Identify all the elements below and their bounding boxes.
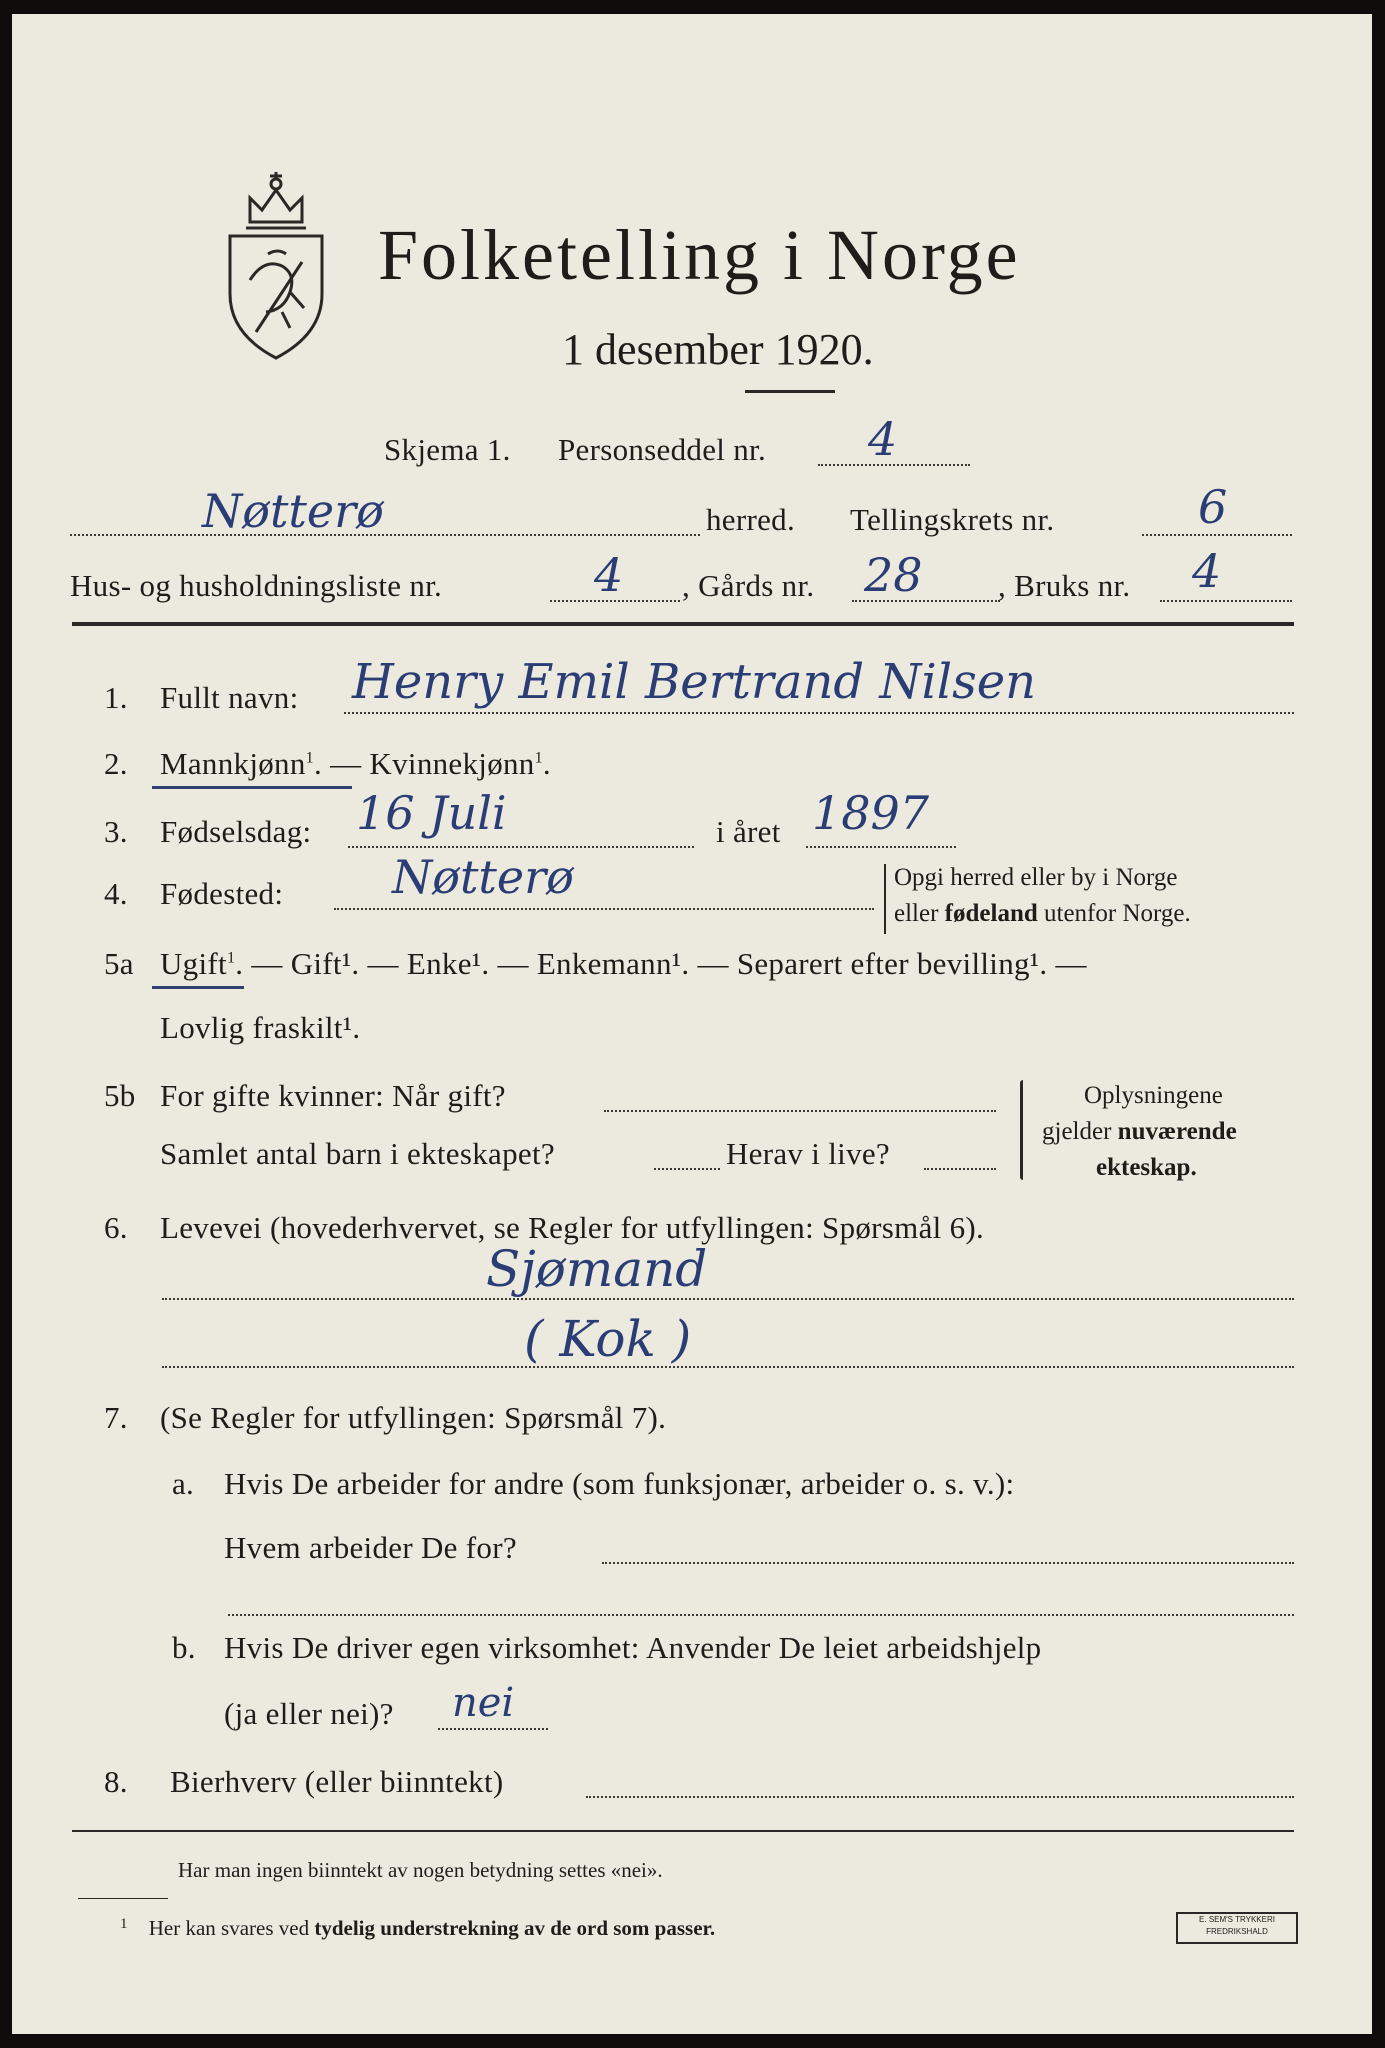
q2-male-footnote: 1 bbox=[305, 749, 314, 767]
bruks-value: 4 bbox=[1192, 544, 1222, 598]
q7a-line-1: Hvis De arbeider for andre (som funksjonær, arbeider o. s. v.): bbox=[224, 1466, 1015, 1501]
q7a-letter: a. bbox=[172, 1466, 195, 1501]
footnote-number: 1 bbox=[120, 1916, 128, 1932]
q4-note-1: Opgi herred eller by i Norge bbox=[894, 864, 1178, 891]
q8-number: 8. bbox=[104, 1764, 128, 1799]
q6-line-2 bbox=[162, 1366, 1294, 1368]
census-date: 1 desember 1920. bbox=[562, 325, 874, 374]
q5b-number: 5b bbox=[104, 1078, 136, 1113]
q3-birthday: 16 Juli bbox=[356, 786, 507, 840]
q5b-line-2b: Herav i live? bbox=[726, 1136, 890, 1171]
q4-birthplace: Nøtterø bbox=[392, 850, 574, 904]
q1-number: 1. bbox=[104, 680, 128, 715]
personseddel-label: Personseddel nr. bbox=[558, 432, 766, 467]
q8-label: Bierhverv (eller biinntekt) bbox=[170, 1764, 504, 1799]
q7a-line-2: Hvem arbeider De for? bbox=[224, 1530, 517, 1565]
q5a-ugift: Ugift bbox=[160, 946, 227, 981]
herred-value: Nøtterø bbox=[202, 484, 384, 538]
q2-female: Kvinnekjønn bbox=[369, 746, 535, 781]
q5a-options bbox=[160, 946, 1087, 982]
q4-line bbox=[334, 908, 874, 910]
q3-year-line bbox=[806, 846, 956, 848]
q7b-line-2: (ja eller nei)? bbox=[224, 1696, 394, 1731]
footnote-divider bbox=[78, 1898, 168, 1899]
q6-occupation-detail: ( Kok ) bbox=[524, 1310, 692, 1368]
census-form-page bbox=[12, 14, 1372, 2034]
q2-separator: — bbox=[322, 746, 370, 781]
q7b-line-1: Hvis De driver egen virksomhet: Anvender De leiet arbeidshjelp bbox=[224, 1630, 1042, 1665]
q5a-line-2: Lovlig fraskilt¹. bbox=[160, 1010, 361, 1045]
q5b-line-1: For gifte kvinner: Når gift? bbox=[160, 1078, 506, 1113]
q5b-married-line bbox=[604, 1110, 996, 1112]
q5b-children-line bbox=[654, 1168, 720, 1170]
q3-year: 1897 bbox=[812, 786, 930, 840]
q7b-answer-line bbox=[438, 1728, 548, 1730]
q3-line bbox=[348, 846, 694, 848]
husholdningsliste-value: 4 bbox=[594, 548, 624, 602]
tellingskrets-line bbox=[1142, 534, 1292, 536]
q4-note-2-bold: fødeland bbox=[944, 900, 1038, 927]
personseddel-value: 4 bbox=[868, 412, 898, 466]
q2-punct-2: . bbox=[542, 746, 551, 781]
q7-label: (Se Regler for utfyllingen: Spørsmål 7). bbox=[160, 1400, 667, 1435]
q2-options bbox=[160, 746, 551, 782]
q2-female-footnote: 1 bbox=[534, 749, 543, 767]
q8-line bbox=[586, 1796, 1294, 1798]
q4-label: Fødested: bbox=[160, 876, 284, 911]
q6-line-1 bbox=[162, 1298, 1294, 1300]
q7-number: 7. bbox=[104, 1400, 128, 1435]
footnote-pre: Her kan svares ved bbox=[148, 1916, 315, 1940]
q4-note-2-pre: eller bbox=[894, 900, 945, 927]
q5a-footnote: 1 bbox=[226, 949, 236, 967]
bruks-label: , Bruks nr. bbox=[998, 568, 1131, 603]
q5b-note-2 bbox=[1042, 1118, 1237, 1146]
q7a-employer-line-2 bbox=[228, 1614, 1294, 1616]
q5b-line-2a: Samlet antal barn i ekteskapet? bbox=[160, 1136, 555, 1171]
q1-label: Fullt navn: bbox=[160, 680, 299, 715]
husholdningsliste-label: Hus- og husholdningsliste nr. bbox=[70, 568, 443, 603]
q1-full-name: Henry Emil Bertrand Nilsen bbox=[352, 654, 1037, 710]
q4-note-2 bbox=[894, 900, 1191, 928]
q2-punct: . bbox=[313, 746, 323, 781]
q4-brace bbox=[884, 864, 886, 934]
q6-occupation: Sjømand bbox=[486, 1240, 708, 1298]
norwegian-coat-of-arms-icon bbox=[220, 162, 332, 362]
herred-label: herred. bbox=[706, 502, 796, 537]
q3-number: 3. bbox=[104, 814, 128, 849]
header-divider bbox=[72, 622, 1294, 626]
q2-male: Mannkjønn bbox=[160, 746, 306, 781]
skjema-label: Skjema 1. bbox=[384, 432, 511, 467]
q7b-letter: b. bbox=[172, 1630, 196, 1665]
form-title: Folketelling i Norge bbox=[378, 215, 1021, 295]
q5b-brace bbox=[1020, 1080, 1023, 1180]
footer-divider bbox=[72, 1830, 1294, 1832]
q6-number: 6. bbox=[104, 1210, 128, 1245]
printer-line-1: E. SEM'S TRYKKERI bbox=[1199, 1915, 1275, 1924]
q5b-note-2-bold: nuværende bbox=[1117, 1118, 1237, 1145]
q5b-note-1: Oplysningene bbox=[1084, 1082, 1223, 1109]
q5b-note-2-pre: gjelder bbox=[1042, 1118, 1118, 1145]
q6-label: Levevei (hovederhvervet, se Regler for utfyllingen: Spørsmål 6). bbox=[160, 1210, 985, 1245]
q1-line bbox=[344, 712, 1294, 714]
gards-label: , Gårds nr. bbox=[682, 568, 815, 603]
footnote-bold: tydelig understrekning av de ord som passer. bbox=[314, 1916, 716, 1940]
q4-note-2-post: utenfor Norge. bbox=[1037, 900, 1191, 927]
herred-line bbox=[70, 534, 700, 536]
q7a-employer-line bbox=[602, 1562, 1294, 1564]
q3-year-label: i året bbox=[716, 814, 781, 849]
q4-number: 4. bbox=[104, 876, 128, 911]
q5a-rest: . — Gift¹. — Enke¹. — Enkemann¹. — Separert efter bevilling¹. — bbox=[235, 946, 1087, 981]
q2-number: 2. bbox=[104, 746, 128, 781]
q7b-answer: nei bbox=[452, 1680, 515, 1726]
q5a-number: 5a bbox=[104, 946, 134, 981]
tellingskrets-label: Tellingskrets nr. bbox=[850, 502, 1055, 537]
q2-male-underline bbox=[152, 786, 352, 789]
q3-label: Fødselsdag: bbox=[160, 814, 312, 849]
q5a-ugift-underline bbox=[152, 986, 244, 989]
printer-stamp bbox=[1176, 1912, 1298, 1944]
q5b-note-3: ekteskap. bbox=[1096, 1154, 1197, 1181]
title-divider bbox=[745, 390, 835, 393]
tellingskrets-value: 6 bbox=[1198, 480, 1228, 534]
footer-note: Har man ingen biinntekt av nogen betydning settes «nei». bbox=[178, 1858, 663, 1882]
bruks-line bbox=[1160, 600, 1292, 602]
gards-value: 28 bbox=[864, 548, 923, 602]
printer-line-2: FREDRIKSHALD bbox=[1206, 1927, 1268, 1936]
footnote bbox=[120, 1916, 715, 1941]
q5b-alive-line bbox=[924, 1168, 996, 1170]
